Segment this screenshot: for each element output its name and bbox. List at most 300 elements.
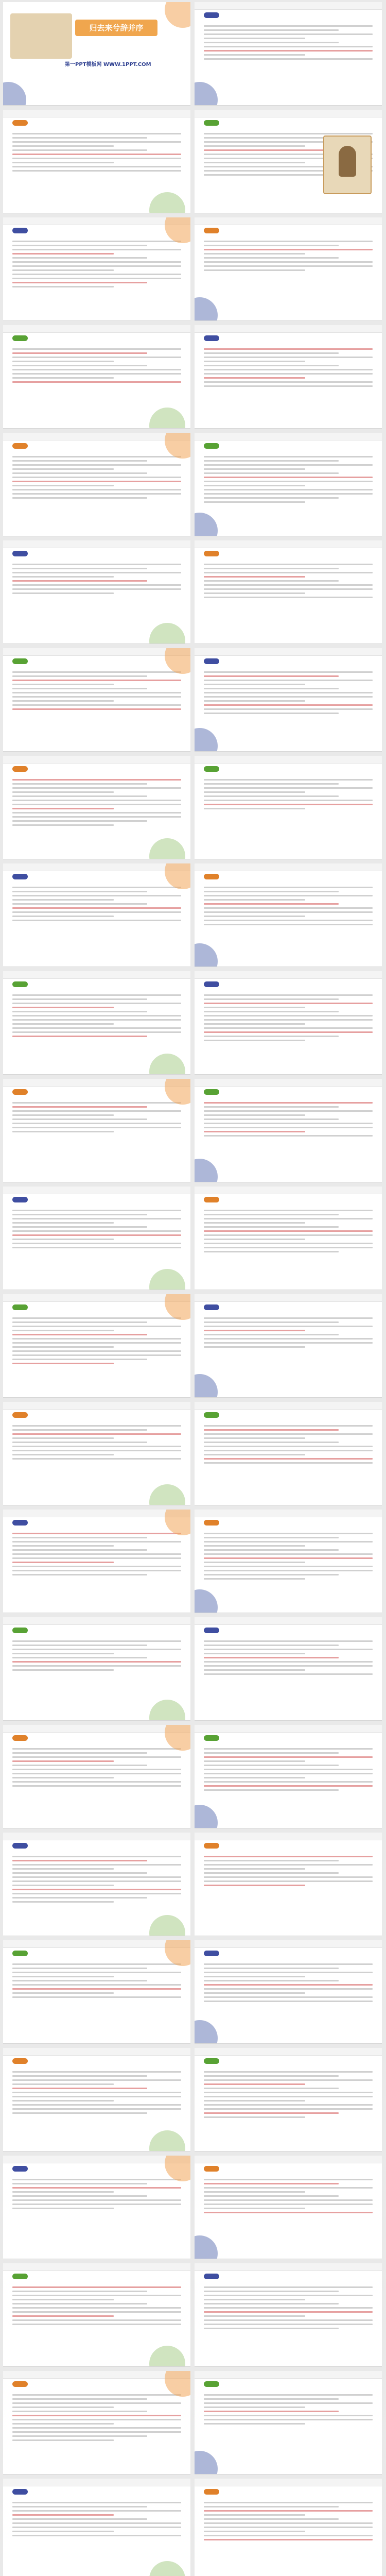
text-line [12,2079,181,2081]
decor-circle [165,2,190,28]
text-line [204,1765,339,1766]
slide-header-bar [195,217,382,225]
slide-thumbnail [3,1725,190,1828]
text-line [204,1429,339,1431]
text-line [12,816,181,818]
text-line [204,1748,373,1750]
text-line [12,1864,181,1866]
text-line [12,1019,181,1021]
text-line [12,1760,114,1762]
text-line [12,1015,181,1016]
text-block [12,130,181,174]
text-line [12,2510,181,2512]
section-tag [204,658,219,664]
section-tag [204,874,219,879]
text-line [204,924,373,925]
decor-circle [149,1054,185,1075]
slide-row [0,2369,386,2477]
slide-header-bar [3,2156,190,2163]
text-line [204,891,339,892]
decor-circle [149,1700,185,1721]
slide-header-bar [3,1617,190,1625]
text-block [12,561,181,597]
slide-header-bar [195,1294,382,1302]
text-line [12,1218,181,1219]
text-line [12,787,181,789]
text-line [12,2324,181,2325]
text-block [204,1315,373,1350]
text-line [12,154,181,155]
text-line [204,1756,373,1758]
section-tag [204,1304,219,1310]
text-line [204,2079,373,2081]
text-block [204,346,373,389]
text-line [12,2415,181,2416]
text-line [204,29,339,31]
text-block [204,561,373,601]
text-line [12,1665,181,1667]
text-line [12,1007,114,1008]
text-line [204,1541,373,1543]
slide-header-bar [195,540,382,548]
text-line [12,2311,181,2313]
slide-thumbnail [195,2156,382,2259]
text-line [204,489,373,490]
text-line [204,887,373,888]
text-line [12,1549,147,1551]
slide-thumbnail [195,971,382,1075]
text-line [204,568,339,569]
text-line [12,261,181,263]
text-block [204,453,373,505]
text-line [204,791,305,793]
slide-thumbnail [3,1833,190,1936]
slide-thumbnail [3,1402,190,1505]
slide-thumbnail [3,2479,190,2576]
text-line [204,1773,373,1774]
text-line [204,2315,305,2317]
slide-header-bar [195,1617,382,1625]
text-block [204,1099,373,1139]
text-line [12,1123,181,1124]
slide-thumbnail [195,110,382,213]
section-tag [12,1197,28,1202]
text-line [12,1114,114,1116]
text-line [12,1980,147,1981]
text-line [204,1450,373,1451]
text-line [12,2535,181,2536]
text-line [12,1984,181,1986]
slide-thumbnail [3,540,190,644]
section-tag [204,12,219,18]
section-tag [12,1628,28,1633]
section-tag [12,1520,28,1526]
text-line [204,481,373,482]
text-line [204,1789,339,1791]
slide-row [0,1938,386,2046]
text-line [12,1968,147,1969]
text-line [204,2411,339,2412]
slide-header-bar [3,1187,190,1194]
slide-row [0,1831,386,1938]
text-line [204,2001,373,2002]
text-line [12,2531,114,2532]
text-line [204,2307,373,2309]
text-line [12,584,181,586]
text-line [12,2406,114,2408]
section-tag [204,2381,219,2387]
text-line [12,1442,147,1443]
text-line [204,1988,373,1990]
text-block [204,23,373,62]
text-line [12,2183,147,2184]
text-line [204,2071,373,2073]
slide-header-bar [195,863,382,871]
slide-thumbnail [195,540,382,644]
text-block [204,884,373,928]
text-line [12,481,181,482]
text-line [204,1346,305,1348]
decor-circle [149,2346,185,2367]
slide-thumbnail [3,110,190,213]
text-line [204,1131,305,1132]
text-line [12,2514,114,2516]
section-tag [12,658,28,664]
slide-thumbnail [195,756,382,859]
text-line [204,501,305,503]
slide-row [0,969,386,1077]
text-line [204,800,373,801]
text-line [204,899,305,901]
text-line [204,1127,373,1128]
slide-thumbnail [3,1940,190,2044]
text-line [204,373,373,375]
text-block [204,238,373,274]
text-line [204,597,373,598]
slide-header-bar [195,2048,382,2056]
text-line [12,688,147,689]
text-line [204,1876,373,1878]
text-line [204,1566,373,1567]
text-line [204,1003,373,1004]
text-line [204,1023,305,1025]
text-line [12,1545,114,1547]
text-line [204,1226,339,1228]
text-line [204,46,373,47]
text-line [12,671,181,673]
slide-thumbnail [3,1079,190,1182]
text-line [204,1251,339,1252]
text-line [12,2522,181,2524]
text-line [12,265,181,267]
text-line [12,2204,181,2205]
text-line [204,916,305,917]
text-line [204,1118,339,1120]
text-line [12,800,181,801]
slide-header-bar [3,110,190,117]
section-tag [204,1412,219,1418]
slide-header-bar [3,756,190,764]
section-tag [204,1628,219,1633]
text-line [204,2319,373,2321]
text-line [12,278,181,279]
text-line [204,1545,305,1547]
slide-header-bar [195,2371,382,2379]
section-tag [204,335,219,341]
text-line [12,2435,147,2437]
text-line [12,369,181,370]
text-block [12,2069,181,2116]
section-tag [204,228,219,233]
text-line [12,1885,114,1886]
slide-title: 归去来兮辞并序 [75,20,157,36]
text-line [204,1342,373,1344]
text-line [204,2116,305,2118]
text-line [204,696,373,698]
text-line [204,1860,339,1861]
text-line [204,1549,339,1551]
text-line [12,2402,181,2404]
text-line [204,1243,373,1244]
decor-circle [195,2451,218,2475]
text-line [204,1007,305,1008]
text-line [204,1980,339,1981]
text-line [204,2406,305,2408]
text-line [204,2088,339,2089]
slide-thumbnail [195,2,382,106]
text-line [12,580,147,582]
text-line [204,2415,373,2416]
slide-header-bar [3,325,190,333]
text-line [204,464,373,466]
text-line [204,1537,339,1538]
text-line [12,1889,181,1890]
text-line [204,1425,373,1427]
decor-circle [195,1589,218,1613]
text-line [204,1458,373,1460]
text-line [204,1011,339,1012]
text-line [204,385,373,387]
text-line [204,1317,373,1319]
text-line [204,1996,373,1998]
text-line [12,1868,114,1870]
slide-header-bar [195,2263,382,2271]
text-line [12,592,114,594]
text-line [204,2539,373,2540]
text-line [12,1127,181,1128]
text-line [204,2295,373,2296]
text-line [204,1972,373,1973]
text-line [204,2291,339,2292]
text-line [12,1222,114,1224]
text-line [12,1011,147,1012]
text-line [204,1657,339,1658]
text-line [12,1860,147,1861]
text-line [204,692,373,693]
slide-header-bar [3,863,190,871]
text-line [204,2535,373,2536]
text-line [12,2518,147,2520]
text-line [12,2286,181,2288]
text-line [12,1537,147,1538]
text-line [204,162,305,163]
slide-header-bar [3,1402,190,1410]
text-line [12,149,147,151]
section-tag [12,1951,28,1956]
text-line [12,464,181,466]
text-line [12,1437,114,1439]
slide-thumbnail [3,217,190,321]
text-line [204,460,339,462]
text-block [204,2392,373,2427]
text-line [204,1777,305,1778]
text-line [12,895,181,896]
section-tag [12,1843,28,1849]
slide-header-bar [195,2156,382,2163]
text-line [204,903,339,905]
slide-header-bar [195,1187,382,1194]
decor-circle [195,1805,218,1828]
slide-thumbnail [3,2263,190,2367]
text-line [204,2502,373,2503]
decor-circle [149,623,185,644]
text-line [204,779,373,781]
text-line [12,680,181,681]
text-line [204,472,339,474]
text-line [204,713,339,714]
text-line [204,38,305,39]
text-line [204,675,339,677]
text-line [12,564,181,565]
section-tag [204,120,219,126]
text-line [204,1222,305,1224]
text-line [12,1102,181,1104]
text-line [204,572,373,573]
text-line [204,1239,305,1240]
text-line [12,2398,147,2400]
text-block [12,2176,181,2212]
text-block [12,453,181,501]
slide-header-bar [195,2,382,10]
text-line [12,1880,181,1882]
text-line [12,2092,181,2093]
text-line [204,249,373,250]
text-line [12,373,181,375]
text-block [204,1207,373,1255]
slide-thumbnail [3,433,190,536]
text-line [12,1131,114,1132]
slide-thumbnail [195,2048,382,2151]
section-tag [12,1304,28,1310]
text-line [204,145,305,147]
text-line [204,269,305,271]
slide-thumbnail [3,2,190,106]
text-line [204,1752,339,1754]
text-line [204,2506,339,2507]
text-line [204,1330,305,1331]
decor-circle [195,728,218,752]
text-line [12,1350,181,1352]
text-line [12,899,114,901]
section-tag [12,228,28,233]
text-line [12,1562,114,1563]
text-line [204,1110,373,1112]
text-line [12,708,181,710]
text-line [12,2506,147,2507]
text-line [204,1437,305,1439]
text-line [12,1354,181,1356]
text-line [204,704,373,706]
text-line [204,1114,305,1116]
text-line [12,1988,181,1990]
text-line [12,2527,181,2528]
slide-header-bar [3,2479,190,2486]
slide-thumbnail [195,433,382,536]
text-block [12,992,181,1040]
slide-thumbnail [3,971,190,1075]
slide-header-bar [3,1294,190,1302]
slide-row [0,2046,386,2154]
text-line [12,907,181,909]
text-line [12,887,181,888]
text-block [12,346,181,385]
text-line [204,2187,373,2189]
text-line [12,1239,114,1240]
text-line [12,1976,114,1977]
text-line [12,1106,147,1108]
text-line [12,257,147,259]
slide-thumbnail [3,1510,190,1613]
slide-row [0,754,386,861]
text-line [12,2088,147,2089]
slide-header-bar [195,1725,382,1733]
text-line [12,1110,181,1112]
decor-circle [195,82,218,106]
text-line [204,911,373,913]
text-line [12,804,181,805]
slide-thumbnail [195,217,382,321]
text-line [204,2212,373,2213]
text-line [12,137,147,139]
text-line [204,2514,305,2516]
text-line [12,1785,181,1787]
text-line [204,1872,339,1874]
text-line [204,1533,373,1534]
text-line [12,1454,114,1455]
text-line [204,1574,339,1575]
slide-thumbnail [195,1940,382,2044]
text-block [12,2392,181,2444]
text-line [12,2100,114,2102]
text-line [204,33,373,35]
text-line [12,497,147,499]
slide-header-bar [3,2263,190,2271]
slide-row [0,1723,386,1831]
slide-thumbnail [195,1833,382,1936]
text-line [204,684,305,685]
slide-thumbnail [3,1294,190,1398]
text-line [204,174,339,176]
text-line [12,1023,114,1025]
text-line [12,1243,181,1244]
text-line [12,1553,181,1555]
text-line [12,1566,181,1567]
text-line [12,241,181,242]
text-line [204,2394,373,2396]
text-line [12,2179,181,2180]
text-line [204,2328,339,2329]
text-line [12,357,181,358]
